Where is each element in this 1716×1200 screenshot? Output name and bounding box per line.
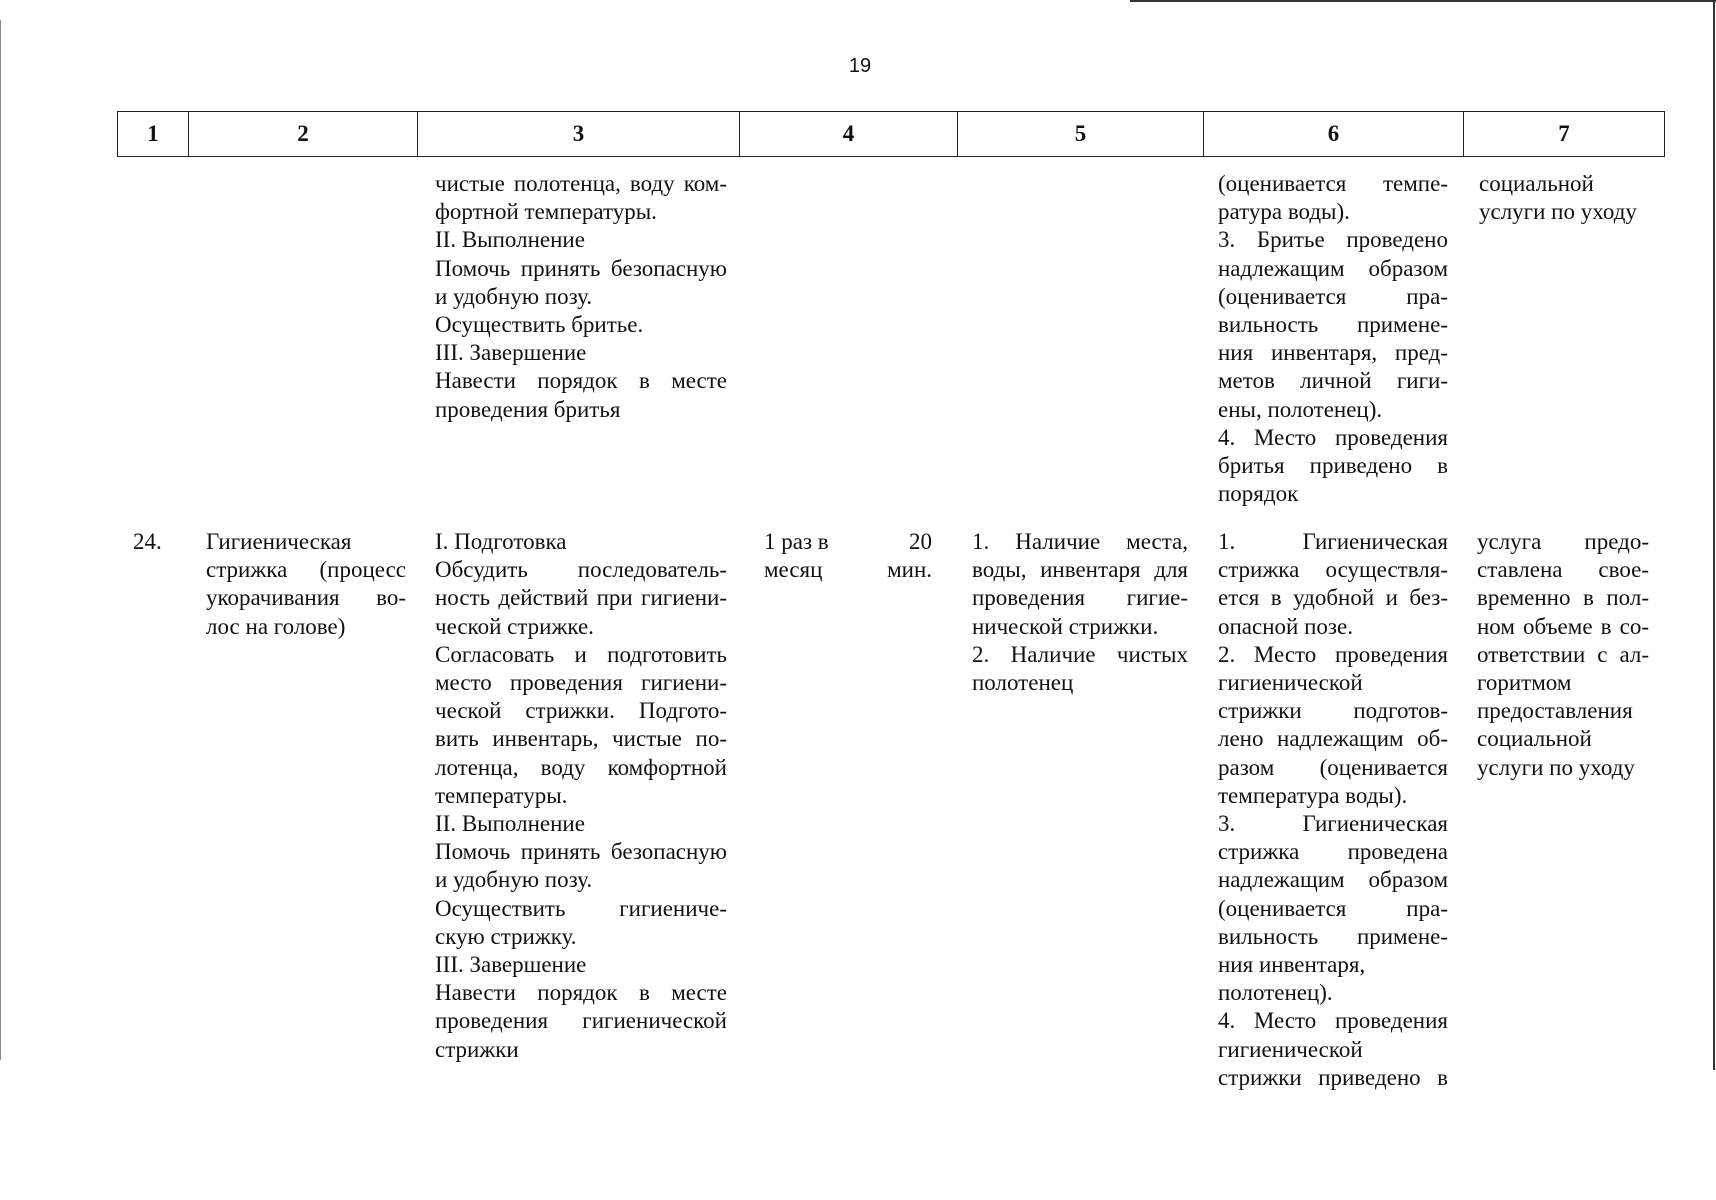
text-line: ратура воды). [1218,199,1350,225]
text-line: опасной позе. [1218,613,1353,639]
text-line: ены, полотенец). [1218,396,1383,422]
text-line: и удобную позу. [435,867,593,893]
row-number: 24. [133,529,162,554]
text-line: воды, инвентаря для [972,557,1188,583]
continuation-col3 [435,170,727,424]
text-line: стрижки подготов- [1218,698,1448,724]
text-line: фортной температуры. [435,199,657,225]
text-line: полотенец). [1218,980,1333,1006]
text-line: Осуществить гигиениче- [435,895,727,921]
text-line: III. Завершение [435,340,587,366]
text-line: Осуществить бритье. [435,312,644,338]
row24-col2 [206,528,406,641]
text-line: Помочь принять безопасную [435,255,727,281]
text-line: 2. Наличие чистых [972,641,1188,667]
text-line: стрижка (процесс [206,557,406,583]
text-line: стрижка осуществля- [1218,557,1448,583]
text-line: (оценивается пра- [1218,283,1448,309]
text-line: 1. Наличие места, [972,529,1188,554]
text-line: стрижки [435,1036,519,1062]
row24-col6 [1218,528,1448,1092]
text-line: вильность примене- [1218,312,1448,338]
text-line: 3. Бритье проведено [1218,227,1448,253]
text-line: ность действий при гигиени- [435,585,727,611]
text-line: месяц [764,557,823,583]
text-line: социальной [1477,726,1592,752]
text-line: надлежащим образом [1218,867,1448,893]
row24-col7 [1477,528,1649,782]
text-line: услуги по уходу [1479,199,1637,225]
row24-col5 [972,528,1188,697]
text-line: III. Завершение [435,952,587,978]
text-line: порядок [1218,481,1299,507]
text-line: лено надлежащим об- [1218,726,1448,752]
text-line: гигиенической [1218,670,1363,696]
text-line: вильность примене- [1218,923,1448,949]
text-line: 20 [909,529,932,554]
header-col-3: 3 [418,112,740,156]
scan-edge-right [1713,0,1715,1070]
text-line: гигиенической [1218,1036,1363,1062]
text-line: проведения бритья [435,396,621,422]
text-line: вить инвентарь, чистые по- [435,726,727,752]
header-col-7: 7 [1558,121,1570,146]
text-line: II. Выполнение [435,811,585,837]
text-line: лос на голове) [206,613,346,639]
text-line: ческой стрижке. [435,613,594,639]
text-line: ния инвентаря, пред- [1218,340,1448,366]
row24-col3 [435,528,727,1064]
text-line: временно в пол- [1477,585,1649,611]
text-line: 4. Место проведения [1218,1008,1448,1034]
continuation-col6 [1218,170,1448,508]
text-line: ется в удобной и без- [1218,585,1448,611]
text-line: 4. Место проведения [1218,424,1448,450]
text-line: услуги по уходу [1477,754,1635,780]
text-line: стрижки приведено в [1218,1064,1448,1090]
text-line: чистые полотенца, воду ком- [435,171,727,196]
header-col-5: 5 [958,112,1204,156]
text-line: I. Подготовка [435,529,567,554]
text-line: Навести порядок в месте [435,980,727,1006]
text-line: услуга предо- [1477,529,1649,554]
scan-edge-left [0,20,1,1060]
text-line: температуры. [435,782,568,808]
header-col-2: 2 [189,112,418,156]
text-line: Обсудить последователь- [435,557,727,583]
text-line: полотенец [972,670,1074,696]
text-line: стрижка проведена [1218,839,1448,865]
text-line: ном объеме в со- [1477,613,1649,639]
text-line: мин. [887,557,932,583]
page-number: 19 [848,55,872,77]
text-line: 1 раз в [764,529,829,554]
text-line: предоставления [1477,698,1633,724]
text-line: 3. Гигиеническая [1218,811,1448,837]
text-line: II. Выполнение [435,227,585,253]
header-col-6: 6 [1204,112,1464,156]
text-line: метов личной гиги- [1218,368,1448,394]
text-line: лотенца, воду комфортной [435,754,727,780]
text-line: температура воды). [1218,782,1408,808]
text-line: 2. Место проведения [1218,641,1448,667]
continuation-col7 [1479,170,1659,226]
text-line: проведения гигиенической [435,1008,727,1034]
scan-edge-top [1130,0,1716,2]
text-line: Согласовать и подготовить [435,641,727,667]
text-line: (оценивается пра- [1218,895,1448,921]
text-line: место проведения гигиени- [435,670,727,696]
text-line: надлежащим образом [1218,255,1448,281]
text-line: ставлена свое- [1477,557,1649,583]
table-header-row [117,111,1665,157]
row24-number [133,528,193,556]
text-line: Гигиеническая [206,529,352,554]
header-col-1: 1 [118,112,189,156]
text-line: Помочь принять безопасную [435,839,727,865]
row24-frequency [764,528,884,584]
text-line: и удобную позу. [435,283,593,309]
text-line: проведения гигие- [972,585,1188,611]
text-line: ческой стрижки. Подгото- [435,698,727,724]
text-line: нической стрижки. [972,613,1159,639]
row24-duration [870,528,932,584]
text-line: разом (оценивается [1218,754,1448,780]
text-line: горитмом [1477,670,1572,696]
text-line: (оценивается темпе- [1218,171,1448,196]
text-line: ния инвентаря, [1218,952,1366,978]
text-line: 1. Гигиеническая [1218,529,1448,554]
text-line: укорачивания во- [206,585,406,611]
text-line: Навести порядок в месте [435,368,727,394]
text-line: бритья приведено в [1218,453,1448,479]
text-line: социальной [1479,171,1594,196]
text-line: скую стрижку. [435,923,577,949]
text-line: ответствии с ал- [1477,641,1649,667]
header-col-4: 4 [740,112,958,156]
